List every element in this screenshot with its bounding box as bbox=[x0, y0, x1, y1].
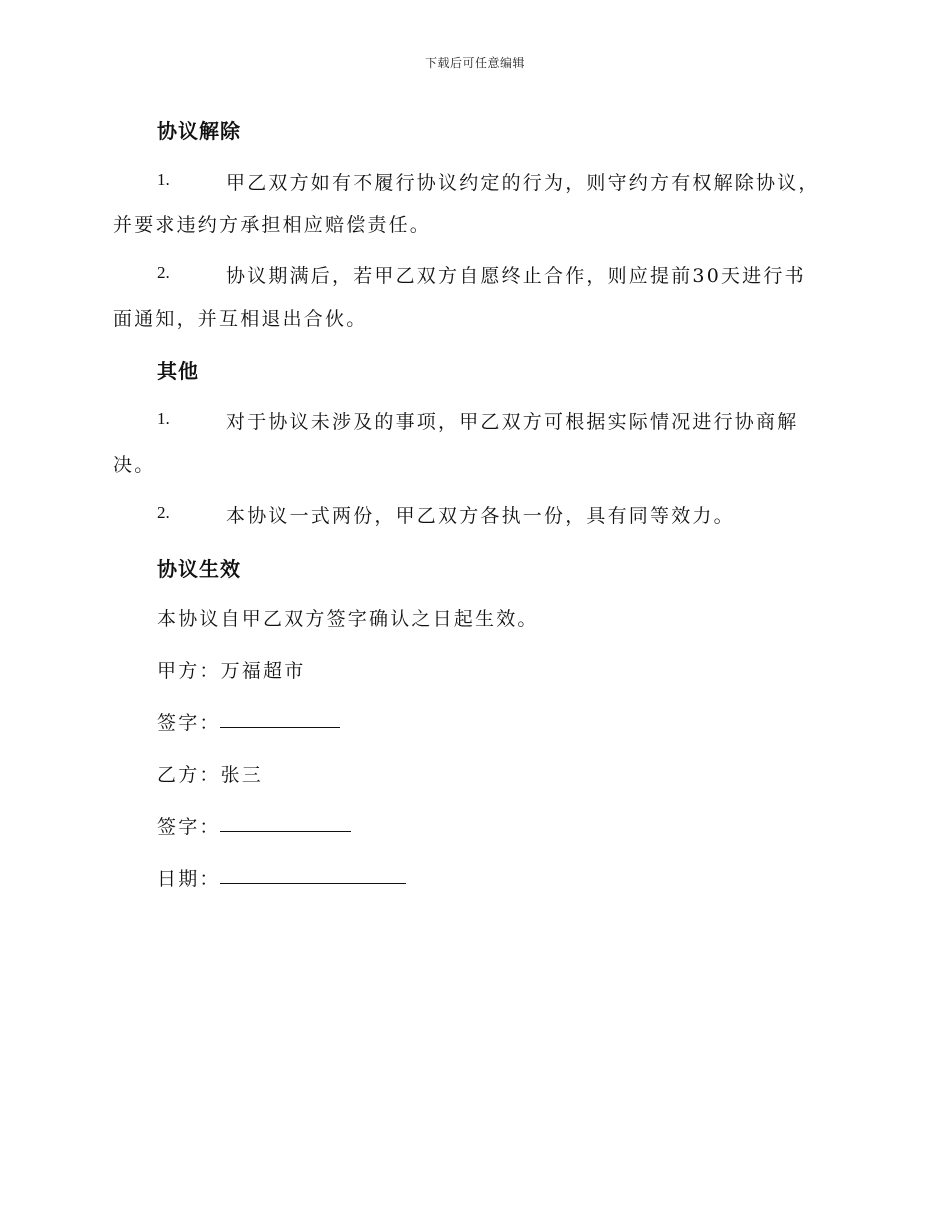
party-b-signature-line bbox=[220, 831, 351, 832]
party-b-sign-label: 签字： bbox=[157, 816, 221, 838]
termination-item1-number: 1. bbox=[157, 170, 170, 189]
date-line bbox=[220, 883, 406, 884]
other-item1-line1: 对于协议未涉及的事项，甲乙双方可根据实际情况进行协商解 bbox=[226, 411, 799, 433]
other-item1-line2: 决。 bbox=[113, 454, 156, 476]
header-note: 下载后可任意编辑 bbox=[424, 56, 525, 70]
party-a-sign-label: 签字： bbox=[157, 712, 221, 734]
party-a: 甲方：万福超市 bbox=[157, 660, 306, 682]
other-item2-line1: 本协议一式两份，甲乙双方各执一份，具有同等效力。 bbox=[226, 505, 735, 527]
termination-item1-line1: 甲乙双方如有不履行协议约定的行为，则守约方有权解除协议， bbox=[226, 172, 820, 194]
termination-item2-line2: 面通知，并互相退出合伙。 bbox=[113, 308, 368, 330]
effective-text: 本协议自甲乙双方签字确认之日起生效。 bbox=[157, 608, 539, 630]
section-title-effective: 协议生效 bbox=[157, 557, 241, 581]
termination-item1-line2: 并要求违约方承担相应赔偿责任。 bbox=[113, 214, 432, 236]
other-item2-number: 2. bbox=[157, 503, 170, 522]
party-a-signature-line bbox=[220, 727, 340, 728]
date-label: 日期： bbox=[157, 868, 221, 890]
section-title-termination: 协议解除 bbox=[157, 119, 241, 143]
section-title-other: 其他 bbox=[157, 359, 199, 383]
termination-item2-line1: 协议期满后，若甲乙双方自愿终止合作，则应提前30天进行书 bbox=[226, 265, 806, 287]
party-b: 乙方：张三 bbox=[157, 764, 264, 786]
termination-item2-number: 2. bbox=[157, 263, 170, 282]
other-item1-number: 1. bbox=[157, 409, 170, 428]
